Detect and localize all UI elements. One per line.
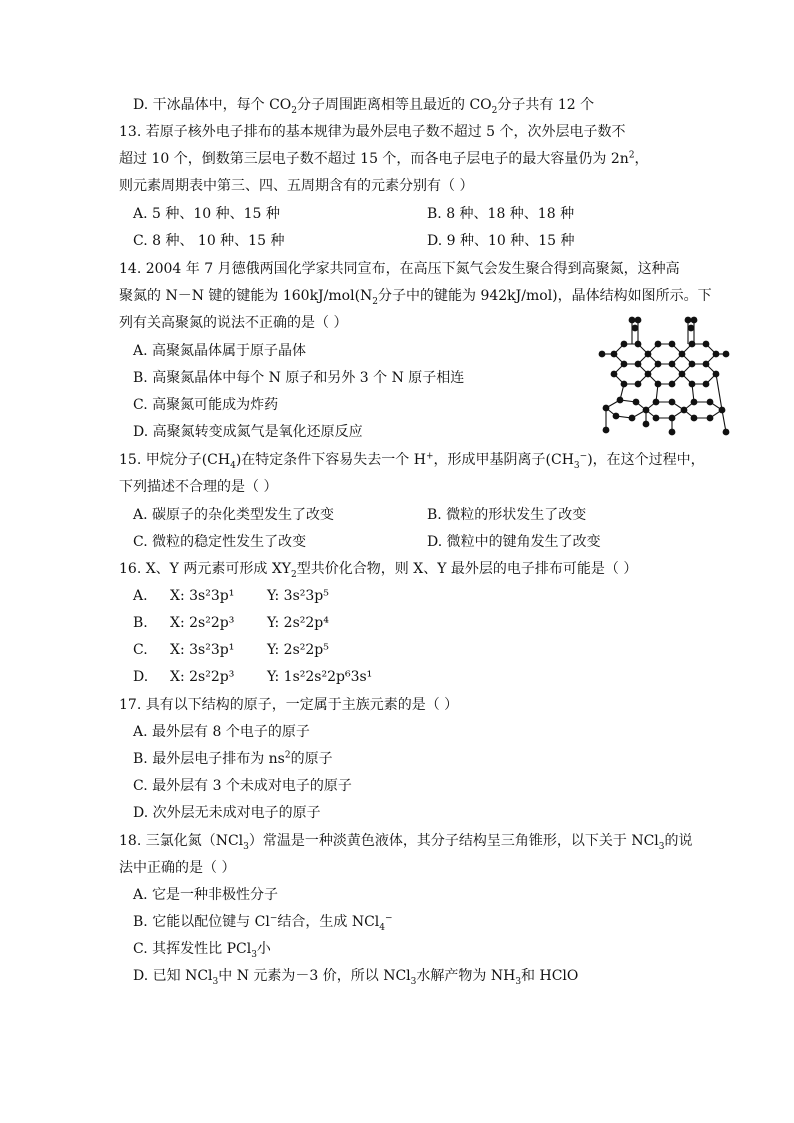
q18-option-d: D. 已知 NCl$_3$中 N 元素为－3 价，所以 NCl$_3$水解产物为 $NH_3$和 HClO xyxy=(133,968,579,987)
q13-option-d: D. 9 种、10 种、15 种 xyxy=(427,233,575,249)
q16-option-a-x: X: 3s²3p¹ xyxy=(170,588,235,604)
q14-stem-line3: 列有关高聚氮的说法不正确的是（ ） xyxy=(119,315,348,331)
q15-option-c: C. 微粒的稳定性发生了改变 xyxy=(133,534,307,550)
q16-option-a-y: Y: 3s²3p⁵ xyxy=(267,588,329,604)
q16-option-b-y: Y: 2s²2p⁴ xyxy=(267,615,329,631)
q13-option-b: B. 8 种、18 种、18 种 xyxy=(427,206,575,222)
q15-option-d: D. 微粒中的键角发生了改变 xyxy=(427,534,601,550)
q13-stem-line3: 则元素周期表中第三、四、五周期含有的元素分别有（ ） xyxy=(119,178,474,194)
q18-stem-line1: 18. 三氯化氮（NCl$_3$）常温是一种淡黄色液体，其分子结构呈三角锥形，以下关于 NCl$_3$的说 xyxy=(119,833,693,852)
q16-option-d-label: D. xyxy=(133,669,149,685)
q13-option-c: C. 8 种、 10 种、15 种 xyxy=(133,233,285,249)
q17-option-d: D. 次外层无未成对电子的原子 xyxy=(133,805,321,821)
q18-option-c: C. 其挥发性比 PCl$_3$小 xyxy=(133,941,271,960)
q14-stem-line1: 14. 2004 年 7 月德俄两国化学家共同宣布，在高压下氮气会发生聚合得到高聚氮，这种高 xyxy=(119,261,680,277)
q17-option-c: C. 最外层有 3 个未成对电子的原子 xyxy=(133,778,352,794)
q18-option-a: A. 它是一种非极性分子 xyxy=(133,887,279,903)
q15-option-a: A. 碳原子的杂化类型发生了改变 xyxy=(133,507,335,523)
polymeric-nitrogen-structure-icon xyxy=(592,312,732,440)
q14-option-d: D. 高聚氮转变成氮气是氧化还原反应 xyxy=(133,424,363,440)
q18-stem-line2: 法中正确的是（ ） xyxy=(119,860,236,876)
q14-option-b: B. 高聚氮晶体中每个 N 原子和另外 3 个 N 原子相连 xyxy=(133,370,465,386)
q12-option-d: D. 干冰晶体中，每个 $CO_2$分子周围距离相等且最近的 $CO_2$分子共有 12 个 xyxy=(133,97,595,116)
q14-option-a: A. 高聚氮晶体属于原子晶体 xyxy=(133,343,307,359)
q17-option-b: B. 最外层电子排布为 $ns^2$的原子 xyxy=(133,750,333,767)
q16-option-d-x: X: 2s²2p³ xyxy=(170,669,235,685)
q16-option-c-y: Y: 2s²2p⁵ xyxy=(267,642,329,658)
q17-stem: 17. 具有以下结构的原子，一定属于主族元素的是（ ） xyxy=(119,697,459,713)
q16-option-b-x: X: 2s²2p³ xyxy=(170,615,235,631)
q15-stem-line2: 下列描述不合理的是（ ） xyxy=(119,479,278,495)
q16-stem: 16. X、Y 两元素可形成 $XY_2$型共价化合物，则 X、Y 最外层的电子排布可能是（ ） xyxy=(119,561,638,580)
q13-stem-line2: 超过 10 个，倒数第三层电子数不超过 15 个，而各电子层电子的最大容量仍为 $2n^2$， xyxy=(119,150,649,167)
q13-stem-line1: 13. 若原子核外电子排布的基本规律为最外层电子数不超过 5 个，次外层电子数不 xyxy=(119,124,626,140)
q15-option-b: B. 微粒的形状发生了改变 xyxy=(427,507,587,523)
q16-option-b-label: B. xyxy=(133,615,148,631)
q16-option-d-y: Y: 1s²2s²2p⁶3s¹ xyxy=(267,669,373,685)
q14-stem-line2: 聚氮的 N－N 键的键能为 $160kJ/mol(N_2$分子中的键能为 942kJ/mol)，晶体结构如图所示。下 xyxy=(119,288,712,307)
q16-option-c-x: X: 3s²3p¹ xyxy=(170,642,235,658)
q14-option-c: C. 高聚氮可能成为炸药 xyxy=(133,397,279,413)
q18-option-b: B. 它能以配位键与 Cl−结合，生成 NCl$_4$− xyxy=(133,913,393,933)
q16-option-c-label: C. xyxy=(133,642,148,658)
q17-option-a: A. 最外层有 8 个电子的原子 xyxy=(133,724,310,740)
q15-stem-line1: 15. 甲烷分子$(CH_4)$在特定条件下容易失去一个 H+，形成甲基阴离子$(CH_3^-)$，在这个过程中， xyxy=(119,451,705,471)
q16-option-a-label: A. xyxy=(133,588,148,604)
q13-option-a: A. 5 种、10 种、15 种 xyxy=(133,206,280,222)
